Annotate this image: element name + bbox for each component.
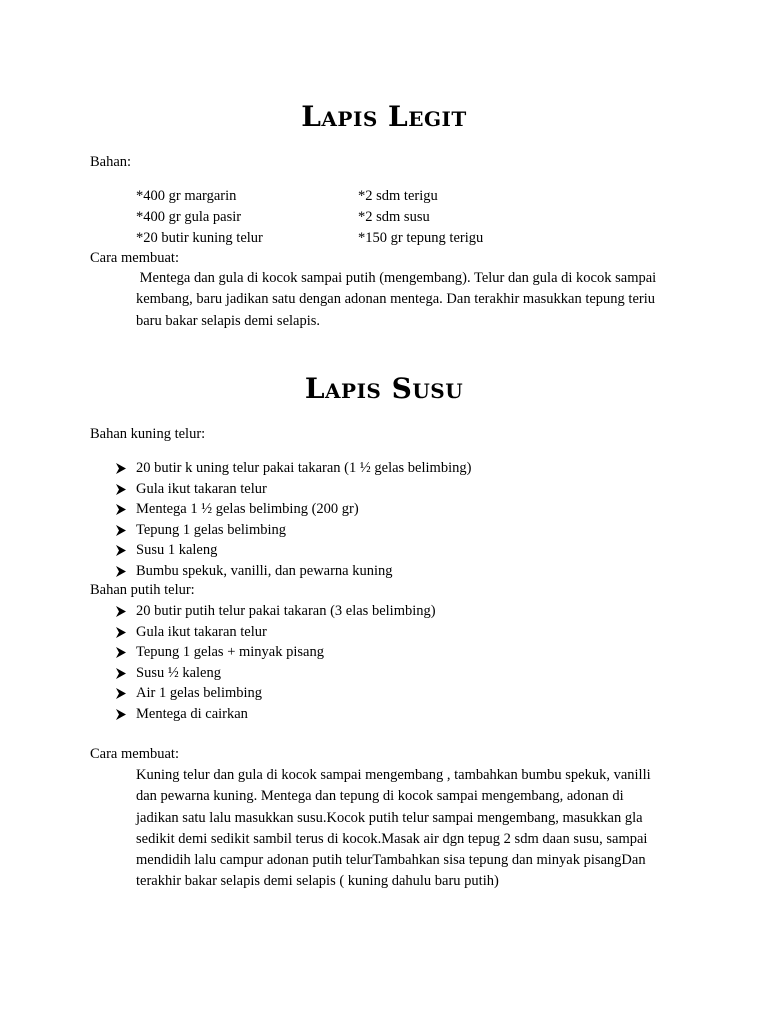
ingredient-right-1: *2 sdm terigu (358, 188, 438, 204)
arrow-bullet-icon (116, 484, 126, 495)
legit-instruction-line: baru bakar selapis demi selapis. (136, 312, 321, 329)
bahan-putih-label: Bahan putih telur: (90, 582, 195, 598)
list-item-text: Gula ikut takaran telur (136, 623, 267, 640)
list-item (116, 561, 471, 582)
list-item (116, 663, 436, 684)
ingredient-left-3: *20 butir kuning telur (136, 230, 263, 246)
lapis-susu-title: Lapis Susu (304, 372, 464, 405)
list-item-text: Bumbu spekuk, vanilli, dan pewarna kuning (136, 562, 393, 579)
susu-instruction-line: sedikit demi sedikit sambil terus di kocok.Masak air dgn tepug 2 sdm daan susu, sampai (136, 830, 648, 847)
list-item-text: Susu 1 kaleng (136, 542, 218, 559)
susu-instruction-line: mendidih lalu campur adonan putih telurTambahkan sisa tepung dan minyak pisangDan (136, 852, 646, 869)
susu-instruction-line: dan pewarna kuning. Mentega dan tepung di kocok sampai mengembang, adonan di (136, 788, 624, 805)
list-item (116, 499, 471, 520)
cara-membuat-label: Cara membuat: (90, 250, 179, 266)
list-item (116, 458, 471, 479)
arrow-bullet-icon (116, 463, 126, 474)
arrow-bullet-icon (116, 566, 126, 577)
list-item-text: Mentega 1 ½ gelas belimbing (200 gr) (136, 501, 359, 518)
legit-instruction-line: Mentega dan gula di kocok sampai putih (mengembang). Telur dan gula di kocok sampai (136, 270, 657, 286)
arrow-bullet-icon (116, 525, 126, 536)
ingredient-left-2: *400 gr gula pasir (136, 209, 242, 225)
list-item-text: Tepung 1 gelas belimbing (136, 521, 286, 538)
putih-ingredient-list (116, 601, 436, 725)
list-item (116, 520, 471, 541)
list-item-text: Susu ½ kaleng (136, 664, 221, 681)
ingredient-right-2: *2 sdm susu (358, 209, 430, 225)
arrow-bullet-icon (116, 709, 126, 720)
susu-instruction-line: Kuning telur dan gula di kocok sampai mengembang , tambahkan bumbu spekuk, vanilli (136, 767, 651, 783)
susu-instruction-line: jadikan satu lalu masukkan susu.Kocok putih telur sampai mengembang, masukkan gla (136, 809, 643, 826)
list-item-text: Tepung 1 gelas + minyak pisang (136, 644, 324, 661)
arrow-bullet-icon (116, 606, 126, 617)
list-item-text: 20 butir putih telur pakai takaran (3 elas belimbing) (136, 603, 436, 619)
list-item (116, 622, 436, 643)
ingredient-right-3: *150 gr tepung terigu (358, 230, 484, 246)
list-item (116, 540, 471, 561)
kuning-ingredient-list (116, 458, 471, 582)
lapis-legit-title: Lapis Legit (301, 100, 467, 133)
list-item (116, 601, 436, 622)
arrow-bullet-icon (116, 668, 126, 679)
list-item (116, 479, 471, 500)
bahan-label: Bahan: (90, 154, 132, 170)
legit-instructions (136, 268, 656, 332)
list-item (116, 704, 436, 725)
bahan-kuning-label: Bahan kuning telur: (90, 426, 206, 442)
ingredient-left-1: *400 gr margarin (136, 188, 237, 204)
arrow-bullet-icon (116, 647, 126, 658)
arrow-bullet-icon (116, 688, 126, 699)
cara-membuat-susu-label: Cara membuat: (90, 746, 179, 762)
list-item (116, 642, 436, 663)
arrow-bullet-icon (116, 504, 126, 515)
susu-instruction-line: terakhir bakar selapis demi selapis ( kuning dahulu baru putih) (136, 873, 499, 890)
susu-instructions (136, 765, 651, 893)
legit-instruction-line: kembang, baru jadikan satu dengan adonan mentega. Dan terakhir masukkan tepung teriu (136, 291, 656, 308)
list-item-text: 20 butir k uning telur pakai takaran (1 ½ gelas belimbing) (136, 460, 472, 476)
list-item (116, 683, 436, 704)
list-item-text: Mentega di cairkan (136, 705, 248, 722)
list-item-text: Gula ikut takaran telur (136, 480, 267, 497)
list-item-text: Air 1 gelas belimbing (136, 685, 263, 702)
arrow-bullet-icon (116, 545, 126, 556)
arrow-bullet-icon (116, 627, 126, 638)
